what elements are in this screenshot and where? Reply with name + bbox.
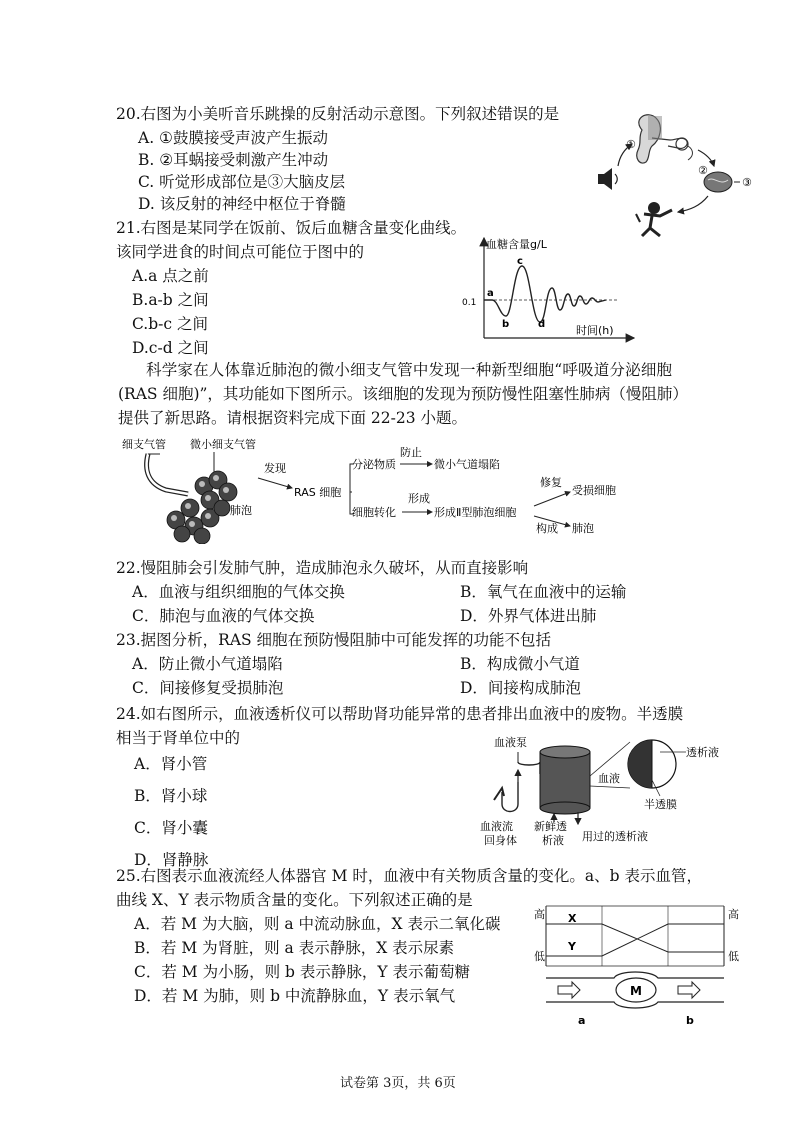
q20-option-d: D. 该反射的神经中枢位于脊髓 — [138, 195, 346, 213]
organ-m-diagram — [528, 900, 758, 1030]
dialysis-diagram — [474, 722, 724, 850]
q21-option-d: D.c-d 之间 — [132, 339, 209, 357]
label-3: ③ — [742, 176, 752, 189]
q24-option-c: C．肾小囊 — [134, 819, 208, 837]
tube-return — [502, 782, 518, 812]
q25-option-a: A．若 M 为大脑，则 a 中流动脉血，X 表示二氧化碳 — [134, 915, 501, 933]
curve-y-label: Y — [568, 940, 576, 953]
label-constitute: 构成 — [536, 522, 558, 535]
dancer-icon — [636, 202, 672, 236]
ear-illustration — [637, 115, 693, 163]
label-1: ① — [626, 138, 636, 151]
label-used-dialysate: 用过的透析液 — [582, 830, 648, 843]
page-footer: 试卷第 3页，共 6页 — [340, 1076, 456, 1091]
label-return-1: 血液流 — [480, 820, 513, 833]
q23-option-b: B．构成微小气道 — [460, 655, 580, 673]
vessel-top — [546, 972, 724, 978]
curve-x-label: X — [568, 912, 577, 925]
q25-option-d: D．若 M 为肺，则 b 中流静脉血，Y 表示氧气 — [134, 987, 456, 1005]
q23-option-a: A．防止微小气道塌陷 — [132, 655, 283, 673]
label-bronchus: 细支气管 — [122, 438, 166, 451]
brain-icon — [704, 172, 732, 192]
dialysis-tank — [540, 746, 590, 814]
label-low-right: 低 — [728, 950, 739, 963]
label-prevent: 防止 — [400, 446, 422, 459]
point-c: c — [517, 256, 523, 267]
reflex-diagram — [590, 110, 765, 245]
passage-line-3: 提供了新思路。请根据资料完成下面 22-23 小题。 — [118, 409, 468, 427]
label-return-2: 回身体 — [484, 834, 517, 847]
q24-option-d: D．肾静脉 — [134, 851, 209, 869]
speaker-icon — [598, 168, 617, 190]
q21-option-b: B.a-b 之间 — [132, 291, 209, 309]
label-dialysate: 透析液 — [686, 746, 719, 759]
q20-stem: 20.右图为小美听音乐跳操的反射活动示意图。下列叙述错误的是 — [116, 105, 560, 123]
label-blood: 血液 — [598, 772, 620, 785]
point-d: d — [538, 319, 546, 330]
q20-option-a: A. ①鼓膜接受声波产生振动 — [138, 129, 328, 147]
q24-option-a: A．肾小管 — [134, 755, 208, 773]
label-damaged-cell: 受损细胞 — [572, 484, 616, 497]
blood-sugar-chart — [458, 234, 638, 344]
passage-line-2: (RAS 细胞)”，其功能如下图所示。该细胞的发现为预防慢性阻塞性肺病（慢阻肺） — [118, 385, 688, 403]
q22-option-a: A．血液与组织细胞的气体交换 — [132, 583, 345, 601]
label-discover: 发现 — [264, 462, 286, 475]
label-2: ② — [698, 164, 708, 177]
label-low-left: 低 — [534, 950, 545, 963]
sugar-curve — [484, 266, 606, 322]
arrow-discover — [258, 478, 292, 488]
x-axis-label: 时间(h) — [576, 324, 614, 337]
label-form: 形成 — [408, 492, 430, 505]
q20-option-b: B. ②耳蜗接受刺激产生冲动 — [138, 151, 329, 169]
label-collapse: 微小气道塌陷 — [434, 458, 500, 471]
organ-m-label: M — [630, 984, 642, 998]
tube-pump — [518, 762, 540, 774]
q21-option-a: A.a 点之前 — [132, 267, 209, 285]
q24-option-b: B．肾小球 — [134, 787, 208, 805]
label-secrete: 分泌物质 — [352, 458, 396, 471]
label-transform: 细胞转化 — [352, 506, 396, 519]
point-b: b — [502, 319, 510, 330]
q24-stem: 24.如右图所示，血液透析仪可以帮助肾功能异常的患者排出血液中的废物。半透膜 — [116, 705, 684, 723]
q23-stem: 23.据图分析，RAS 细胞在预防慢阻肺中可能发挥的功能不包括 — [116, 631, 552, 649]
vessel-b-label: b — [686, 1014, 694, 1027]
point-a: a — [487, 288, 494, 299]
label-fresh-1: 新鲜透 — [534, 820, 567, 833]
label-ras-cell: RAS 细胞 — [294, 486, 342, 499]
q22-option-b: B．氧气在血液中的运输 — [460, 583, 627, 601]
q21-option-c: C.b-c 之间 — [132, 315, 209, 333]
q21-stem: 21.右图是某同学在饭前、饭后血糖含量变化曲线。 — [116, 219, 467, 237]
q23-option-c: C．间接修复受损肺泡 — [132, 679, 284, 697]
q22-option-d: D．外界气体进出肺 — [460, 607, 597, 625]
label-fresh-2: 析液 — [542, 834, 564, 847]
label-alveolus-2: 肺泡 — [572, 522, 594, 535]
vessel-bottom — [546, 1002, 724, 1008]
q20-option-c: C. 听觉形成部位是③大脑皮层 — [138, 173, 346, 191]
q23-option-d: D．间接构成肺泡 — [460, 679, 581, 697]
y-tick-label: 0.1 — [462, 298, 477, 308]
q25-option-b: B．若 M 为肾脏，则 a 表示静脉，X 表示尿素 — [134, 939, 455, 957]
q25-stem2: 曲线 X、Y 表示物质含量的变化。下列叙述正确的是 — [116, 891, 473, 909]
label-membrane: 半透膜 — [644, 798, 677, 811]
arrow-repair — [534, 492, 570, 506]
vessel-a-label: a — [578, 1014, 586, 1027]
passage-line-1: 科学家在人体靠近肺泡的微小细支气管中发现一种新型细胞“呼吸道分泌细胞 — [146, 361, 673, 379]
label-repair: 修复 — [540, 476, 562, 489]
q25-stem: 25.右图表示血液流经人体器官 M 时，血液中有关物质含量的变化。a、b 表示血管， — [116, 867, 702, 885]
label-small-bronchus: 微小细支气管 — [190, 438, 256, 451]
label-type2-cell: 形成Ⅱ型肺泡细胞 — [434, 506, 517, 519]
label-high-right: 高 — [728, 908, 739, 921]
y-axis-label: 血糖含量g/L — [486, 238, 547, 251]
ras-cell-flow-diagram — [118, 434, 648, 544]
q22-option-c: C．肺泡与血液的气体交换 — [132, 607, 315, 625]
q25-option-c: C．若 M 为小肠，则 b 表示静脉，Y 表示葡萄糖 — [134, 963, 471, 981]
lung-illustration — [147, 452, 237, 544]
q24-stem2: 相当于肾单位中的 — [116, 729, 241, 747]
q21-stem2: 该同学进食的时间点可能位于图中的 — [116, 243, 365, 261]
q22-stem: 22.慢阻肺会引发肺气肿，造成肺泡永久破坏，从而直接影响 — [116, 559, 529, 577]
flow-arrow-left — [558, 982, 580, 998]
flow-arrow-right — [678, 982, 700, 998]
label-high-left: 高 — [534, 908, 545, 921]
label-alveolus: 肺泡 — [230, 504, 252, 517]
label-pump: 血液泵 — [494, 736, 527, 749]
